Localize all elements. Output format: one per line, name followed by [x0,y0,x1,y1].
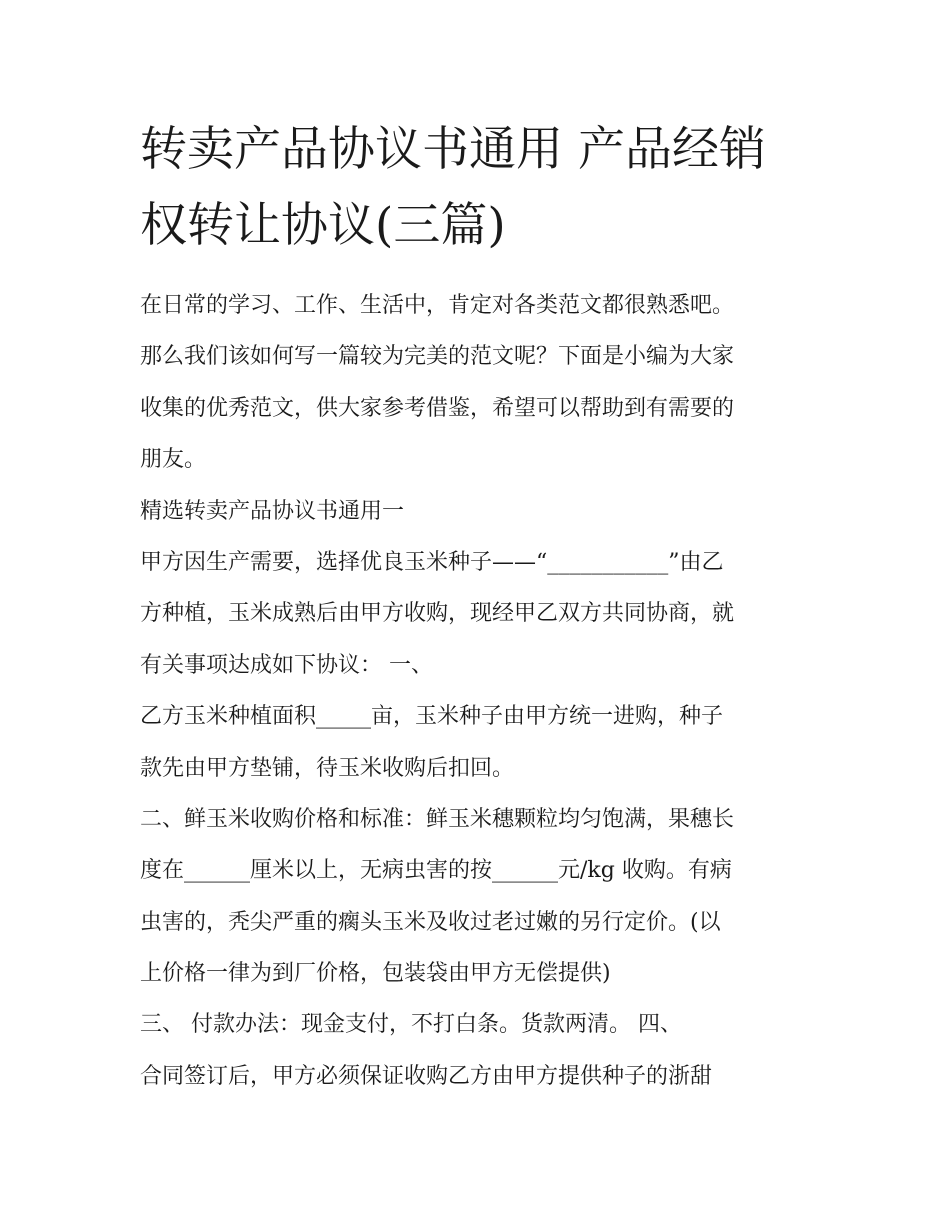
document-body [140,280,820,1102]
document-title [140,112,820,264]
paragraph-line: 虫害的，秃尖严重的瘸头玉米及收过老过嫩的另行定价。(以 [140,909,721,935]
paragraph-line: 度在______厘米以上，无病虫害的按______元/kg 收购。有病 [140,858,732,884]
paragraph-line: 二、鲜玉米收购价格和标准：鲜玉米穗颗粒均匀饱满，果穗长 [140,806,735,832]
title-line-1: 转卖产品协议书通用 产品经销 [140,122,766,177]
paragraph-line: 合同签订后，甲方必须保证收购乙方由甲方提供种子的浙甜 [140,1063,713,1089]
paragraph-line: 甲方因生产需要，选择优良玉米种子——“___________”由乙 [140,549,724,575]
paragraph-line: 朋友。 [140,447,207,473]
paragraph-line: 上价格一律为到厂价格，包装袋由甲方无偿提供) [140,961,611,987]
paragraph-line: 方种植，玉米成熟后由甲方收购，现经甲乙双方共同协商，就 [140,601,735,627]
paragraph-line: 收集的优秀范文，供大家参考借鉴，希望可以帮助到有需要的 [140,395,735,421]
section-heading: 精选转卖产品协议书通用一 [140,498,405,524]
paragraph-line: 乙方玉米种植面积_____亩，玉米种子由甲方统一进购，种子 [140,704,724,730]
paragraph-line: 有关事项达成如下协议： 一、 [140,652,433,678]
title-line-2: 权转让协议(三篇) [140,198,506,253]
paragraph-line: 那么我们该如何写一篇较为完美的范文呢？下面是小编为大家 [140,344,735,370]
paragraph-line: 三、 付款办法：现金支付，不打白条。货款两清。 四、 [140,1012,682,1038]
paragraph-line: 款先由甲方垫铺，待玉米收购后扣回。 [140,755,515,781]
paragraph-line: 在日常的学习、工作、生活中，肯定对各类范文都很熟悉吧。 [140,293,735,318]
